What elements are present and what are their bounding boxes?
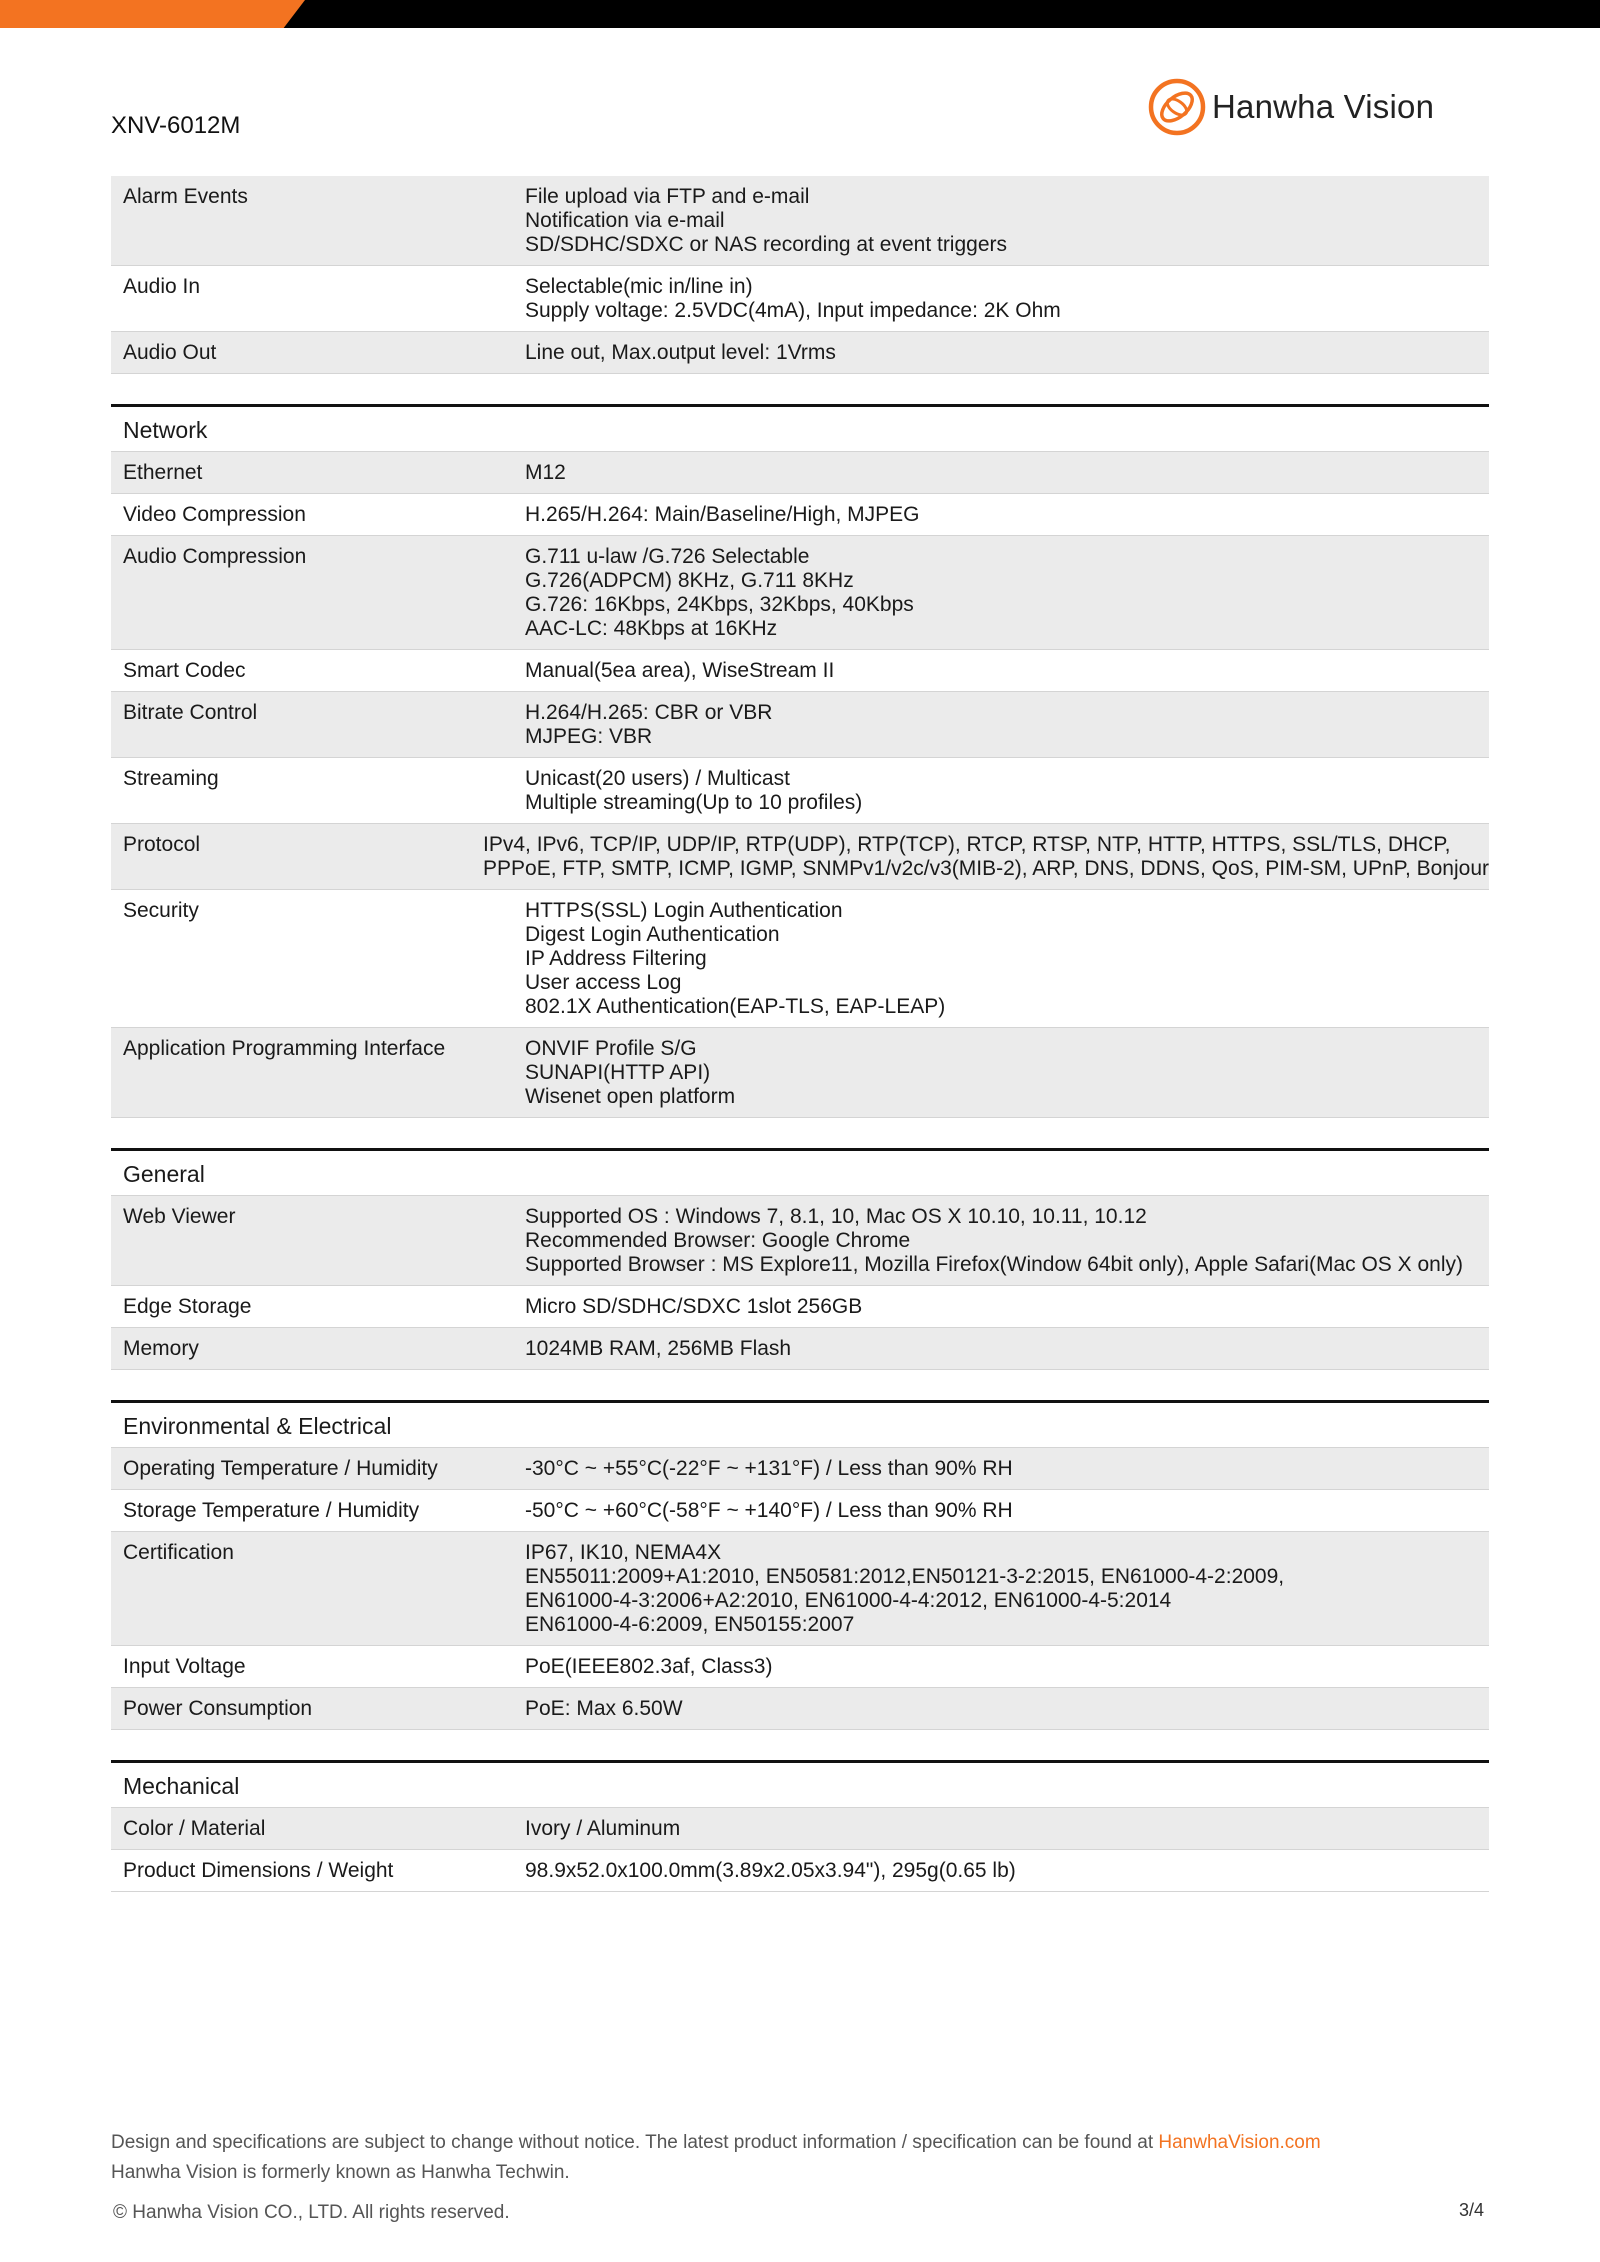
spec-value [525, 1196, 1489, 1285]
spec-value [525, 890, 1489, 1027]
spec-row [111, 1286, 1489, 1328]
spec-row [111, 758, 1489, 824]
spec-label: Smart Codec [123, 659, 246, 682]
spec-value-line: H.265/H.264: Main/Baseline/High, MJPEG [525, 503, 920, 526]
spec-value-line: PoE(IEEE802.3af, Class3) [525, 1655, 773, 1678]
spec-row [111, 824, 1489, 890]
spec-value [525, 650, 1489, 691]
brand-name: Hanwha Vision [1212, 88, 1435, 125]
spec-label: Power Consumption [123, 1697, 313, 1720]
spec-value-line: File upload via FTP and e-mail [525, 185, 810, 208]
hanwha-logo-icon [1146, 76, 1208, 138]
spec-label: Streaming [123, 767, 219, 790]
spec-value [525, 692, 1489, 757]
spec-value-line: 1024MB RAM, 256MB Flash [525, 1337, 792, 1360]
spec-value-line: G.726: 16Kbps, 24Kbps, 32Kbps, 40Kbps [525, 593, 914, 616]
spec-label: Protocol [123, 833, 201, 856]
spec-value-line: EN55011:2009+A1:2010, EN50581:2012,EN50121-3-2:2015, EN61000-4-2:2009, [525, 1565, 1285, 1588]
spec-value [525, 1850, 1489, 1891]
page-number: 3/4 [1459, 2200, 1485, 2220]
spec-value-line: Multiple streaming(Up to 10 profiles) [525, 791, 863, 814]
spec-label: Storage Temperature / Humidity [123, 1499, 420, 1522]
spec-value-line: User access Log [525, 971, 682, 994]
spec-value-line: Supported Browser : MS Explore11, Mozilla Firefox(Window 64bit only), Apple Safari(Mac OS X only) [525, 1253, 1463, 1276]
spec-row [111, 1448, 1489, 1490]
spec-label: Operating Temperature / Humidity [123, 1457, 438, 1480]
spec-value-line: SUNAPI(HTTP API) [525, 1061, 711, 1084]
section-heading: Mechanical [111, 1760, 1489, 1808]
spec-label: Web Viewer [123, 1205, 236, 1228]
spec-value-line: EN61000-4-3:2006+A2:2010, EN61000-4-4:2012, EN61000-4-5:2014 [525, 1589, 1172, 1612]
spec-value-line: -50°C ~ +60°C(-58°F ~ +140°F) / Less than 90% RH [525, 1499, 1013, 1522]
spec-label: Input Voltage [123, 1655, 246, 1678]
spec-value [525, 176, 1489, 265]
spec-value-line: G.726(ADPCM) 8KHz, G.711 8KHz [525, 569, 854, 592]
spec-value [525, 1808, 1489, 1849]
spec-row [111, 266, 1489, 332]
spec-value-line: HTTPS(SSL) Login Authentication [525, 899, 843, 922]
spec-row [111, 1688, 1489, 1730]
spec-label: Audio Out [123, 341, 217, 364]
spec-value-line: Selectable(mic in/line in) [525, 275, 753, 298]
spec-label: Audio In [123, 275, 201, 298]
spec-value-line: -30°C ~ +55°C(-22°F ~ +131°F) / Less than 90% RH [525, 1457, 1013, 1480]
spec-value-line: Line out, Max.output level: 1Vrms [525, 341, 836, 364]
spec-value-line: Wisenet open platform [525, 1085, 736, 1108]
spec-label: Video Compression [123, 503, 306, 526]
spec-value-line: PPPoE, FTP, SMTP, ICMP, IGMP, SNMPv1/v2c/v3(MIB-2), ARP, DNS, DDNS, QoS, PIM-SM, UPnP, Bonjour [483, 857, 1489, 880]
spec-row [111, 536, 1489, 650]
spec-value-line: SD/SDHC/SDXC or NAS recording at event triggers [525, 233, 1008, 256]
spec-value-line: 98.9x52.0x100.0mm(3.89x2.05x3.94"), 295g(0.65 lb) [525, 1859, 1016, 1882]
spec-value-line: Micro SD/SDHC/SDXC 1slot 256GB [525, 1295, 863, 1318]
spec-value [525, 1490, 1489, 1531]
spec-row [111, 1490, 1489, 1532]
spec-value-line: Supply voltage: 2.5VDC(4mA), Input impedance: 2K Ohm [525, 299, 1061, 322]
spec-label: Edge Storage [123, 1295, 252, 1318]
spec-row [111, 1196, 1489, 1286]
spec-value [525, 332, 1489, 373]
top-bar [0, 0, 1600, 28]
spec-value-line: M12 [525, 461, 566, 484]
spec-label: Certification [123, 1541, 234, 1564]
spec-row [111, 494, 1489, 536]
spec-value [525, 536, 1489, 649]
spec-label: Application Programming Interface [123, 1037, 446, 1060]
footer-notice: Design and specifications are subject to change without notice. The latest product information / specification can be found at [111, 2132, 1159, 2153]
spec-label: Bitrate Control [123, 701, 258, 724]
spec-value-line: Ivory / Aluminum [525, 1817, 681, 1840]
copyright: © Hanwha Vision CO., LTD. All rights reserved. [113, 2202, 510, 2223]
footer-formerly: Hanwha Vision is formerly known as Hanwha Techwin. [111, 2162, 570, 2183]
spec-value-line: PoE: Max 6.50W [525, 1697, 683, 1720]
website-link[interactable]: HanwhaVision.com [1158, 2132, 1321, 2153]
spec-value-line: IP Address Filtering [525, 947, 707, 970]
spec-row [111, 650, 1489, 692]
spec-row [111, 890, 1489, 1028]
spec-value-line: Manual(5ea area), WiseStream II [525, 659, 835, 682]
top-bar-accent [0, 0, 305, 28]
spec-value [525, 1286, 1489, 1327]
spec-row [111, 1646, 1489, 1688]
spec-label: Memory [123, 1337, 199, 1360]
spec-value-line: AAC-LC: 48Kbps at 16KHz [525, 617, 778, 640]
spec-value [525, 1448, 1489, 1489]
section-heading: General [111, 1148, 1489, 1196]
spec-value [525, 266, 1489, 331]
spec-label: Security [123, 899, 199, 922]
model-title: XNV-6012M [111, 112, 241, 139]
spec-row [111, 1532, 1489, 1646]
spec-row [111, 452, 1489, 494]
spec-value [525, 494, 1489, 535]
spec-value [525, 1532, 1489, 1645]
spec-value-line: 802.1X Authentication(EAP-TLS, EAP-LEAP) [525, 995, 946, 1018]
spec-row [111, 332, 1489, 374]
spec-row [111, 1808, 1489, 1850]
spec-row [111, 692, 1489, 758]
spec-label: Alarm Events [123, 185, 248, 208]
footer-notice-line [111, 2128, 1489, 2158]
spec-value [525, 452, 1489, 493]
spec-label: Product Dimensions / Weight [123, 1859, 394, 1882]
brand-logo [1146, 76, 1476, 138]
spec-value-line: H.264/H.265: CBR or VBR [525, 701, 773, 724]
spec-value [525, 1688, 1489, 1729]
spec-row [111, 1328, 1489, 1370]
spec-value-line: IP67, IK10, NEMA4X [525, 1541, 722, 1564]
spec-value-line: ONVIF Profile S/G [525, 1037, 697, 1060]
spec-value [525, 758, 1489, 823]
spec-value-line: EN61000-4-6:2009, EN50155:2007 [525, 1613, 855, 1636]
spec-value-line: Unicast(20 users) / Multicast [525, 767, 790, 790]
spec-row [111, 176, 1489, 266]
spec-value-line: MJPEG: VBR [525, 725, 653, 748]
spec-label: Audio Compression [123, 545, 307, 568]
spec-value-line: IPv4, IPv6, TCP/IP, UDP/IP, RTP(UDP), RTP(TCP), RTCP, RTSP, NTP, HTTP, HTTPS, SSL/TLS, DHCP, [483, 833, 1451, 856]
spec-value-line: Digest Login Authentication [525, 923, 780, 946]
spec-value-line: Supported OS : Windows 7, 8.1, 10, Mac OS X 10.10, 10.11, 10.12 [525, 1205, 1147, 1228]
spec-value-line: G.711 u-law /G.726 Selectable [525, 545, 810, 568]
spec-value [525, 1028, 1489, 1117]
spec-value [525, 1328, 1489, 1369]
section-heading: Environmental & Electrical [111, 1400, 1489, 1448]
spec-value-line: Recommended Browser: Google Chrome [525, 1229, 911, 1252]
spec-row [111, 1028, 1489, 1118]
spec-label: Color / Material [123, 1817, 266, 1840]
spec-value [525, 1646, 1489, 1687]
section-heading: Network [111, 404, 1489, 452]
footer [111, 2128, 1489, 2188]
spec-value-line: Notification via e-mail [525, 209, 725, 232]
spec-value [483, 824, 1489, 889]
spec-row [111, 1850, 1489, 1892]
spec-table [111, 176, 1489, 1892]
spec-label: Ethernet [123, 461, 203, 484]
